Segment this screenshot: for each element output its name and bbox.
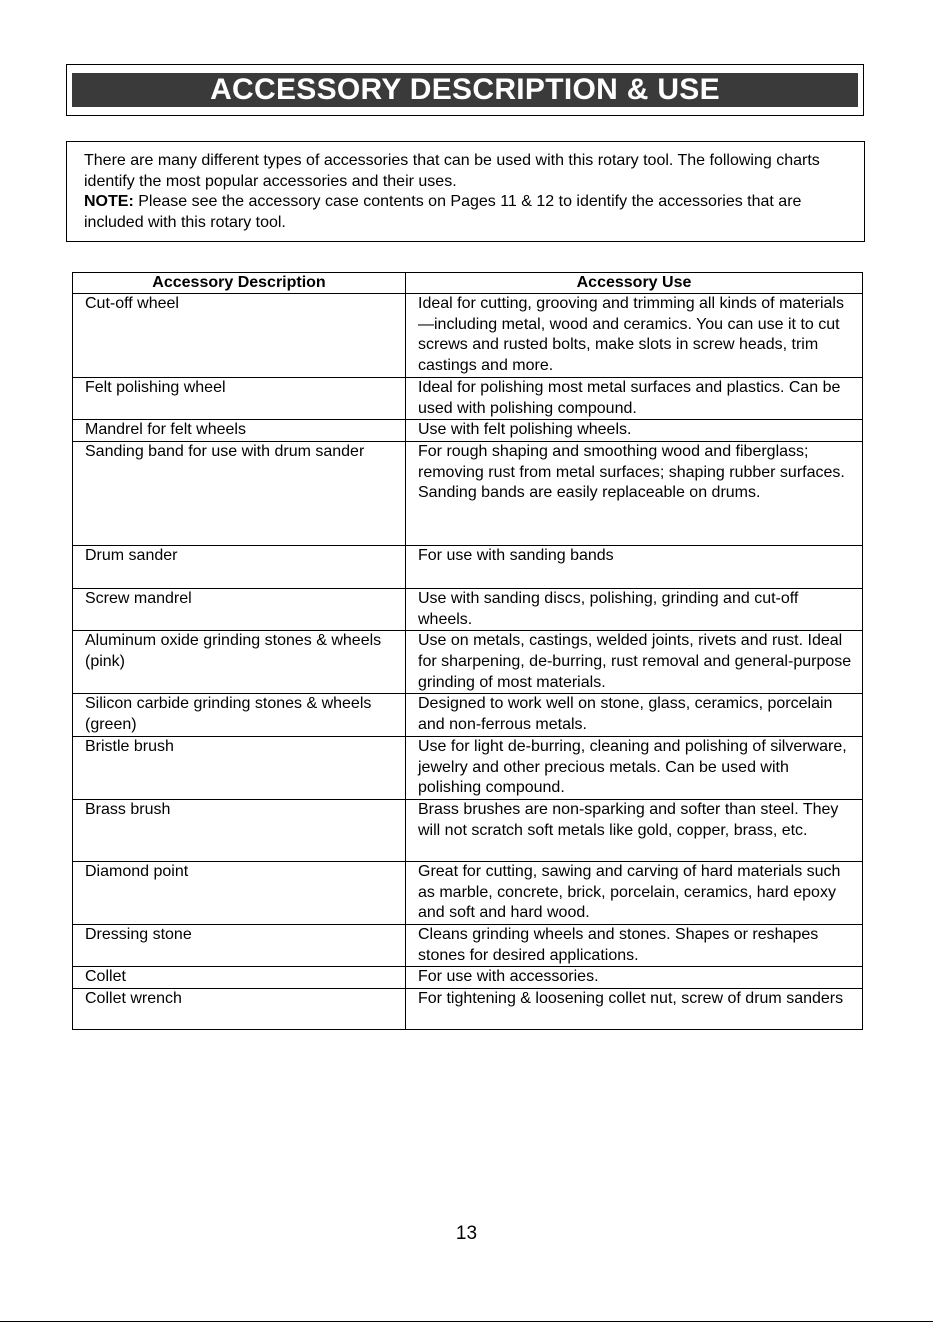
table-header-row [73, 273, 863, 294]
accessory-description: Diamond point [73, 861, 406, 924]
accessory-use: For use with sanding bands [406, 545, 863, 588]
accessory-description: Brass brush [73, 799, 406, 861]
table-row [73, 420, 863, 442]
accessory-description: Bristle brush [73, 736, 406, 799]
accessory-use: Designed to work well on stone, glass, ceramics, porcelain and non-ferrous metals. [406, 694, 863, 736]
page-number: 13 [455, 1223, 478, 1244]
table-row [73, 441, 863, 545]
table-row [73, 588, 863, 630]
accessory-use: Brass brushes are non-sparking and softer than steel. They will not scratch soft metals like gold, copper, brass, etc. [406, 799, 863, 861]
accessory-description: Sanding band for use with drum sander [73, 441, 406, 545]
accessory-use: Great for cutting, sawing and carving of hard materials such as marble, concrete, brick, porcelain, ceramics, hard epoxy and soft and hard wood. [406, 861, 863, 924]
page-title: ACCESSORY DESCRIPTION & USE [72, 73, 858, 107]
table-row [73, 294, 863, 378]
table-row [73, 377, 863, 419]
accessory-description: Aluminum oxide grinding stones & wheels (pink) [73, 631, 406, 694]
note-label: NOTE: [84, 193, 134, 210]
title-frame [66, 64, 864, 116]
accessory-use: For tightening & loosening collet nut, screw of drum sanders [406, 989, 863, 1030]
accessory-description: Drum sander [73, 545, 406, 588]
accessory-use: For rough shaping and smoothing wood and fiberglass; removing rust from metal surfaces; shaping rubber surfaces. Sanding bands are easily replaceable on drums. [406, 441, 863, 545]
accessory-description: Mandrel for felt wheels [73, 420, 406, 442]
accessory-use: Use with sanding discs, polishing, grinding and cut-off wheels. [406, 588, 863, 630]
table-row [73, 545, 863, 588]
accessory-description: Collet [73, 967, 406, 989]
table-row [73, 989, 863, 1030]
accessory-description: Collet wrench [73, 989, 406, 1030]
note-text [84, 192, 854, 233]
table-row [73, 799, 863, 861]
table-body [73, 294, 863, 1030]
accessory-use: Ideal for cutting, grooving and trimming all kinds of materials—including metal, wood and ceramics. You can use it to cut screws and rusted bolts, make slots in screw heads, trim castings and more. [406, 294, 863, 378]
accessory-description: Silicon carbide grinding stones & wheels (green) [73, 694, 406, 736]
table-row [73, 736, 863, 799]
header-use: Accessory Use [406, 273, 863, 294]
accessory-description: Felt polishing wheel [73, 377, 406, 419]
intro-box [66, 141, 865, 242]
accessory-description: Screw mandrel [73, 588, 406, 630]
bottom-rule [0, 1321, 933, 1322]
accessory-use: For use with accessories. [406, 967, 863, 989]
accessory-use: Use on metals, castings, welded joints, rivets and rust. Ideal for sharpening, de-burring, rust removal and general-purpose grinding of most materials. [406, 631, 863, 694]
accessory-use: Use with felt polishing wheels. [406, 420, 863, 442]
header-description: Accessory Description [73, 273, 406, 294]
accessory-table [72, 272, 863, 1030]
intro-text [84, 151, 854, 192]
accessory-description: Cut-off wheel [73, 294, 406, 378]
table-row [73, 861, 863, 924]
note-body: Please see the accessory case contents on Pages 11 & 12 to identify the accessories that are included with this rotary tool. [84, 193, 802, 231]
accessory-use: Cleans grinding wheels and stones. Shapes or reshapes stones for desired applications. [406, 925, 863, 967]
intro-body: There are many different types of accessories that can be used with this rotary tool. The following charts identify the most popular accessories and their uses. [84, 152, 820, 190]
table-row [73, 694, 863, 736]
table-row [73, 925, 863, 967]
table-row [73, 967, 863, 989]
table-row [73, 631, 863, 694]
accessory-use: Use for light de-burring, cleaning and polishing of silverware, jewelry and other precious metals. Can be used with polishing compound. [406, 736, 863, 799]
accessory-description: Dressing stone [73, 925, 406, 967]
accessory-use: Ideal for polishing most metal surfaces and plastics. Can be used with polishing compound. [406, 377, 863, 419]
